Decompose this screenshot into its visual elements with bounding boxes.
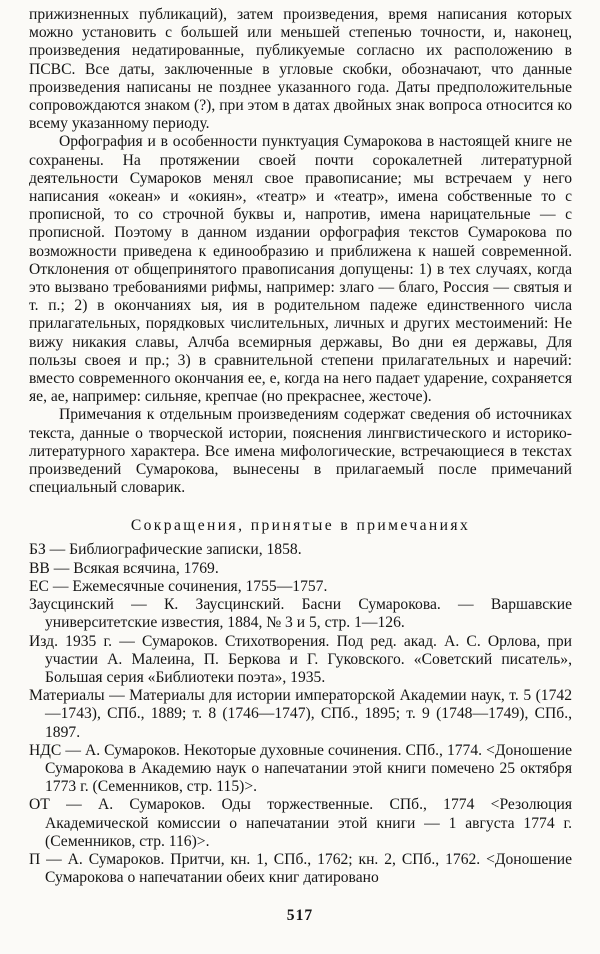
abbreviations-section-title: Сокращения, принятые в примечаниях bbox=[130, 517, 471, 535]
intro-paragraph-3: Примечания к отдельным произведениям содержат сведения об источниках текста, данные о творческой истории, пояснения лингвистического и историко-литературного характера. Все имена мифологические, встречающиеся в текстах произведений Сумарокова, вынесены в прилагаемый после примечаний специальный словарик. bbox=[29, 406, 572, 497]
intro-paragraph-1: прижизненных публикаций), затем произведения, время написания которых можно установить с большей или меньшей степенью точности, и, наконец, произведения недатированные, публикуемые согласно их расположению в ПСВС. Все даты, заключенные в угловые скобки, обозначают, что данные произведения написаны не позднее указанного года. Даты предположительные сопровождаются знаком (?), при этом в датах двойных знак вопроса относится ко всему указанному периоду. bbox=[29, 6, 572, 133]
abbreviation-entry: Изд. 1935 г. — Сумароков. Стихотворения. Под ред. акад. А. С. Орлова, при участии А. Малеина, П. Беркова и Г. Гуковского. «Советский писатель», Большая серия «Библиотеки поэта», 1935. bbox=[29, 632, 572, 686]
abbreviations-list bbox=[29, 541, 572, 887]
abbreviation-entry: БЗ — Библиографические записки, 1858. bbox=[29, 541, 302, 559]
abbreviation-entry: ВВ — Всякая всячина, 1769. bbox=[29, 559, 219, 577]
abbreviation-entry: ЕС — Ежемесячные сочинения, 1755—1757. bbox=[29, 577, 328, 595]
abbreviation-entry: ОТ — А. Сумароков. Оды торжественные. СПб., 1774 <Резолюция Академической комиссии о напечатании этой книги — 1 августа 1774 г. (Семенников, стр. 116)>. bbox=[29, 796, 572, 850]
intro-paragraph-2: Орфография и в особенности пунктуация Сумарокова в настоящей книге не сохранены. На протяжении своей почти сорокалетней литературной деятельности Сумароков менял свое правописание; мы встречаем у него написания «океан» и «окиян», «театр» и «театр», имена собственные то с прописной, то со строчной буквы и, напротив, имена нарицательные — с прописной. Поэтому в данном издании орфография текстов Сумарокова по возможности приведена к единообразию и приближена к нашей современной. Отклонения от общепринятого правописания допущены: 1) в тех случаях, когда это вызвано требованиями рифмы, например: злаго — благо, Россия — святыя и т. п.; 2) в окончаниях ыя, ия в родительном падеже единственного числа прилагательных, порядковых числительных, личных и других местоимений: Не вижу никакия славы, Алчба всемирныя державы, Во дни ея державы, Для пользы своея и пр.; 3) в сравнительной степени прилагательных и наречий: вместо современного окончания ее, е, когда на него падает ударение, сохраняется яе, ае, например: сильняе, крепчае (но прекраснее, жесточе). bbox=[29, 133, 572, 406]
page-number: 517 bbox=[286, 907, 314, 924]
abbreviation-entry: Заусцинский — К. Заусцинский. Басни Сумарокова. — Варшавские университетские известия, 1884, № 3 и 5, стр. 1—126. bbox=[29, 596, 572, 632]
abbreviation-entry: Материалы — Материалы для истории императорской Академии наук, т. 5 (1742—1743), СПб., 1889; т. 8 (1746—1747), СПб., 1895; т. 9 (1748—1749), СПб., 1897. bbox=[29, 687, 572, 741]
abbreviation-entry: П — А. Сумароков. Притчи, кн. 1, СПб., 1762; кн. 2, СПб., 1762. <Доношение Сумарокова о напечатании обеих книг датировано bbox=[29, 850, 572, 887]
abbreviation-entry: НДС — А. Сумароков. Некоторые духовные сочинения. СПб., 1774. <Доношение Сумарокова в Академию наук о напечатании этой книги помечено 25 октября 1773 г. (Семенников, стр. 115)>. bbox=[29, 741, 572, 796]
